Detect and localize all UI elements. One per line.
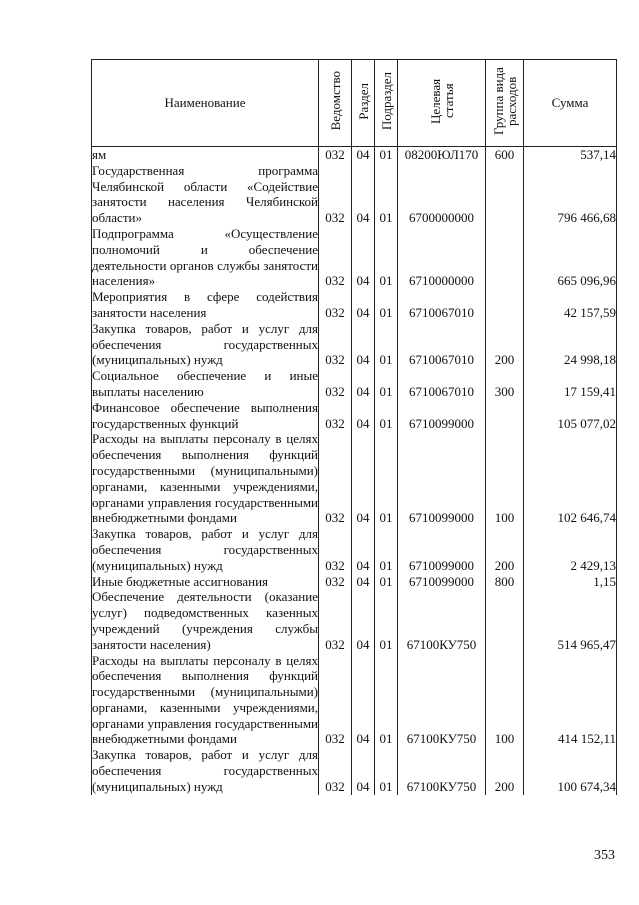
budget-table — [91, 59, 617, 795]
row-dept: 032 — [319, 226, 352, 289]
row-sum: 102 646,74 — [524, 431, 617, 526]
row-target: 6710099000 — [398, 400, 486, 432]
row-dept: 032 — [319, 147, 352, 163]
row-subsection: 01 — [375, 321, 398, 368]
row-dept: 032 — [319, 431, 352, 526]
row-group: 200 — [486, 747, 524, 794]
row-name: Расходы на выплаты персоналу в целях обеспечения выполнения функций государственными (муниципальными) органами, казенными учреждениями, органами управления государственными внебюджетными фондами — [92, 652, 318, 747]
table-row — [92, 289, 617, 321]
table-row — [92, 368, 617, 400]
table-body — [92, 147, 617, 795]
row-section: 04 — [352, 589, 375, 652]
row-target: 6710067010 — [398, 321, 486, 368]
row-dept: 032 — [319, 289, 352, 321]
row-name: Закупка товаров, работ и услуг для обеспечения государственных (муниципальных) нужд — [92, 526, 318, 573]
row-sum: 796 466,68 — [524, 163, 617, 226]
row-sum: 24 998,18 — [524, 321, 617, 368]
row-dept: 032 — [319, 747, 352, 794]
row-subsection: 01 — [375, 368, 398, 400]
header-name: Наименование — [92, 60, 319, 147]
row-group: 100 — [486, 431, 524, 526]
row-target: 08200ЮЛ170 — [398, 147, 486, 163]
table-row — [92, 400, 617, 432]
row-sum: 514 965,47 — [524, 589, 617, 652]
row-target: 6700000000 — [398, 163, 486, 226]
row-group: 300 — [486, 368, 524, 400]
table-row — [92, 589, 617, 652]
row-section: 04 — [352, 747, 375, 794]
row-name: Закупка товаров, работ и услуг для обеспечения государственных (муниципальных) нужд — [92, 320, 318, 368]
row-subsection: 01 — [375, 574, 398, 590]
table-row — [92, 147, 617, 163]
row-group — [486, 163, 524, 226]
table-row — [92, 321, 617, 368]
row-subsection: 01 — [375, 400, 398, 432]
table-row — [92, 526, 617, 573]
row-subsection: 01 — [375, 226, 398, 289]
header-dept: Ведомство — [319, 60, 352, 147]
header-sum: Сумма — [524, 60, 617, 147]
table-header-row — [92, 60, 617, 147]
row-name: Государственная программа Челябинской области «Содействие занятости населения Челябинской области» — [92, 162, 318, 226]
table-row — [92, 653, 617, 748]
row-sum: 17 159,41 — [524, 368, 617, 400]
row-dept: 032 — [319, 321, 352, 368]
row-sum: 105 077,02 — [524, 400, 617, 432]
row-group — [486, 289, 524, 321]
row-section: 04 — [352, 653, 375, 748]
row-dept: 032 — [319, 653, 352, 748]
row-name: Закупка товаров, работ и услуг для обеспечения государственных (муниципальных) нужд — [92, 747, 318, 794]
row-section: 04 — [352, 431, 375, 526]
table-row — [92, 747, 617, 794]
row-name: Финансовое обеспечение выполнения государственных функций — [92, 399, 318, 431]
row-group: 100 — [486, 653, 524, 748]
header-group: Группа вида расходов — [486, 60, 524, 147]
row-dept: 032 — [319, 163, 352, 226]
row-section: 04 — [352, 147, 375, 163]
row-dept: 032 — [319, 400, 352, 432]
row-section: 04 — [352, 163, 375, 226]
row-subsection: 01 — [375, 589, 398, 652]
row-sum: 2 429,13 — [524, 526, 617, 573]
row-group: 200 — [486, 526, 524, 573]
table-row — [92, 163, 617, 226]
row-subsection: 01 — [375, 526, 398, 573]
row-sum: 100 674,34 — [524, 747, 617, 794]
header-target: Целевая статья — [398, 60, 486, 147]
header-section: Раздел — [352, 60, 375, 147]
row-group: 800 — [486, 574, 524, 590]
row-name: ям — [92, 147, 319, 163]
row-target: 6710000000 — [398, 226, 486, 289]
row-sum: 665 096,96 — [524, 226, 617, 289]
row-target: 67100КУ750 — [398, 653, 486, 748]
row-dept: 032 — [319, 574, 352, 590]
row-target: 6710067010 — [398, 289, 486, 321]
row-sum: 537,14 — [524, 147, 617, 163]
row-sum: 1,15 — [524, 574, 617, 590]
table-row — [92, 574, 617, 590]
row-section: 04 — [352, 400, 375, 432]
page-number: 353 — [594, 848, 615, 863]
row-target: 67100КУ750 — [398, 589, 486, 652]
row-subsection: 01 — [375, 147, 398, 163]
row-name: Социальное обеспечение и иные выплаты населению — [92, 368, 318, 399]
row-subsection: 01 — [375, 747, 398, 794]
row-section: 04 — [352, 226, 375, 289]
table-row — [92, 226, 617, 289]
row-target: 6710099000 — [398, 526, 486, 573]
row-name: Подпрограмма «Осуществление полномочий и обеспечение деятельности органов службы занятости населения» — [92, 225, 318, 289]
row-section: 04 — [352, 368, 375, 400]
row-section: 04 — [352, 289, 375, 321]
row-group — [486, 589, 524, 652]
table-row — [92, 431, 617, 526]
row-dept: 032 — [319, 526, 352, 573]
row-subsection: 01 — [375, 431, 398, 526]
row-name: Мероприятия в сфере содействия занятости населения — [92, 289, 318, 320]
row-name: Обеспечение деятельности (оказание услуг) подведомственных казенных учреждений (учреждения службы занятости населения) — [92, 589, 318, 652]
row-sum: 414 152,11 — [524, 653, 617, 748]
row-name: Расходы на выплаты персоналу в целях обеспечения выполнения функций государственными (муниципальными) органами, казенными учреждениями, органами управления государственными внебюджетными фондами — [92, 431, 318, 526]
row-group — [486, 226, 524, 289]
row-section: 04 — [352, 321, 375, 368]
row-section: 04 — [352, 574, 375, 590]
row-subsection: 01 — [375, 163, 398, 226]
row-target: 67100КУ750 — [398, 747, 486, 794]
row-group — [486, 400, 524, 432]
row-group: 200 — [486, 321, 524, 368]
row-sum: 42 157,59 — [524, 289, 617, 321]
header-subsection: Подраздел — [375, 60, 398, 147]
row-dept: 032 — [319, 589, 352, 652]
row-name: Иные бюджетные ассигнования — [92, 574, 319, 590]
row-target: 6710099000 — [398, 431, 486, 526]
row-group: 600 — [486, 147, 524, 163]
row-section: 04 — [352, 526, 375, 573]
row-target: 6710099000 — [398, 574, 486, 590]
row-subsection: 01 — [375, 289, 398, 321]
row-target: 6710067010 — [398, 368, 486, 400]
row-dept: 032 — [319, 368, 352, 400]
row-subsection: 01 — [375, 653, 398, 748]
